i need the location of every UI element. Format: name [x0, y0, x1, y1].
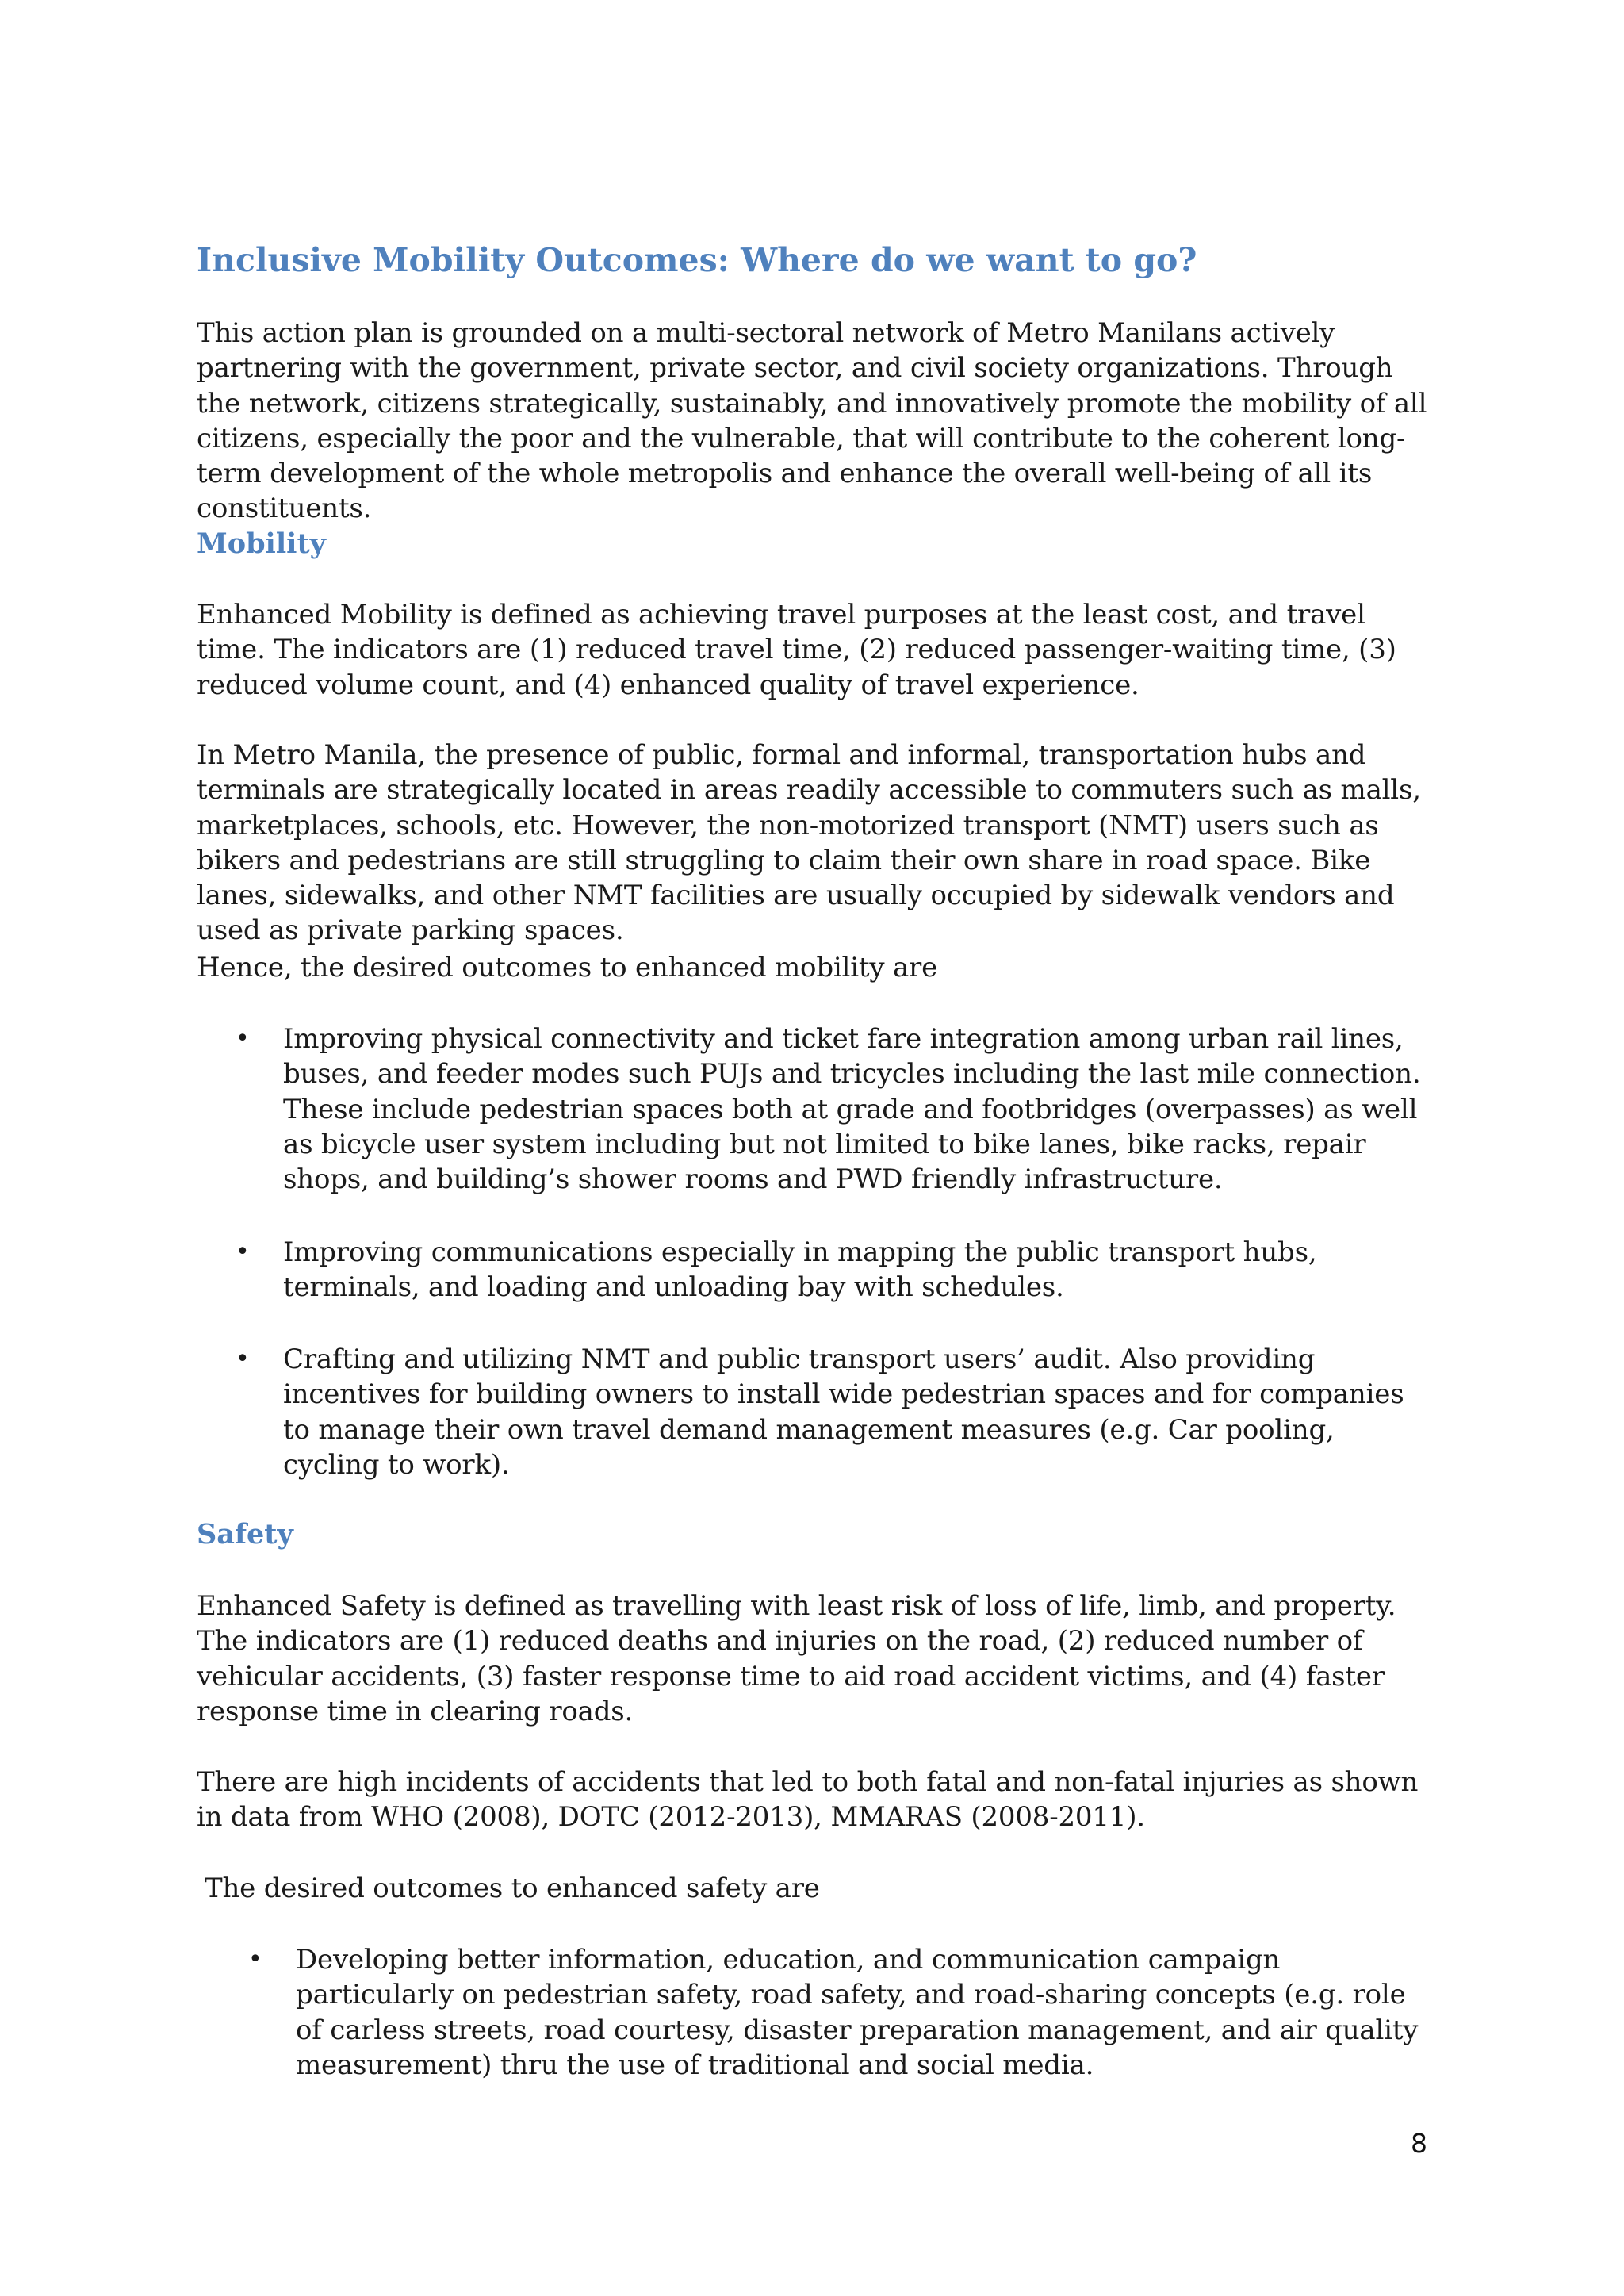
intro-paragraph: This action plan is grounded on a multi-sectoral network of Metro Manilans actively partnering with the government, private sector, and civil society organizations. Through the network, citizens strategically, sustainably, and innovatively promote the mobility of all citizens, especially the poor and the vulnerable, that will contribute to the coherent long-term development of the whole metropolis and enhance the overall well-being of all its constituents. [197, 317, 1427, 525]
mobility-heading: Mobility [197, 527, 326, 560]
bullet-icon: • [248, 1945, 262, 1973]
mobility-bullet-item [236, 1342, 1433, 1482]
page-title: Inclusive Mobility Outcomes: Where do we want to go? [197, 241, 1197, 279]
bullet-icon: • [236, 1345, 250, 1373]
mobility-bullet-text: Improving physical connectivity and ticket fare integration among urban rail lines, buses, and feeder modes such PUJs and tricycles including the last mile connection. These include pedestrian spaces both at grade and footbridges (overpasses) as well as bicycle user system including but not limited to bike lanes, bike racks, repair shops, and building’s shower rooms and PWD friendly infrastructure. [283, 1023, 1421, 1196]
mobility-bullet-item [236, 1022, 1433, 1197]
mobility-definition-paragraph: Enhanced Mobility is defined as achieving travel purposes at the least cost, and travel time. The indicators are (1) reduced travel time, (2) reduced passenger-waiting time, (3) reduced volume count, and (4) enhanced quality of travel experience. [197, 599, 1396, 701]
safety-heading: Safety [197, 1518, 293, 1550]
page-number: 8 [1411, 2128, 1427, 2159]
mobility-bullet-text: Improving communications especially in mapping the public transport hubs, terminals, and loading and unloading bay with schedules. [283, 1236, 1317, 1304]
bullet-icon: • [236, 1238, 250, 1266]
mobility-bullet-item [236, 1235, 1433, 1305]
safety-bullet-text: Developing better information, education, and communication campaign particularly on pedestrian safety, road safety, and road-sharing concepts (e.g. role of carless streets, road courtesy, disaster preparation management, and air quality measurement) thru the use of traditional and social media. [296, 1944, 1419, 2081]
mobility-bullet-text: Crafting and utilizing NMT and public transport users’ audit. Also providing incentives for building owners to install wide pedestrian spaces and for companies to manage their own travel demand management measures (e.g. Car pooling, cycling to work). [283, 1343, 1404, 1481]
safety-bullet-item [248, 1942, 1438, 2083]
safety-data-paragraph: There are high incidents of accidents that led to both fatal and non-fatal injuries as shown in data from WHO (2008), DOTC (2012-2013), MMARAS (2008-2011). [197, 1766, 1419, 1834]
mobility-outcomes-intro: Hence, the desired outcomes to enhanced mobility are [197, 952, 938, 983]
safety-outcomes-intro: The desired outcomes to enhanced safety are [205, 1872, 820, 1904]
mobility-context-paragraph: In Metro Manila, the presence of public, formal and informal, transportation hubs and terminals are strategically located in areas readily accessible to commuters such as malls, marketplaces, schools, etc. However, the non-motorized transport (NMT) users such as bikers and pedestrians are still struggling to claim their own share in road space. Bike lanes, sidewalks, and other NMT facilities are usually occupied by sidewalk vendors and used as private parking spaces. [197, 739, 1421, 947]
safety-definition-paragraph: Enhanced Safety is defined as travelling with least risk of loss of life, limb, and property. The indicators are (1) reduced deaths and injuries on the road, (2) reduced number of vehicular accidents, (3) faster response time to aid road accident victims, and (4) faster response time in clearing roads. [197, 1590, 1396, 1727]
bullet-icon: • [236, 1025, 250, 1052]
